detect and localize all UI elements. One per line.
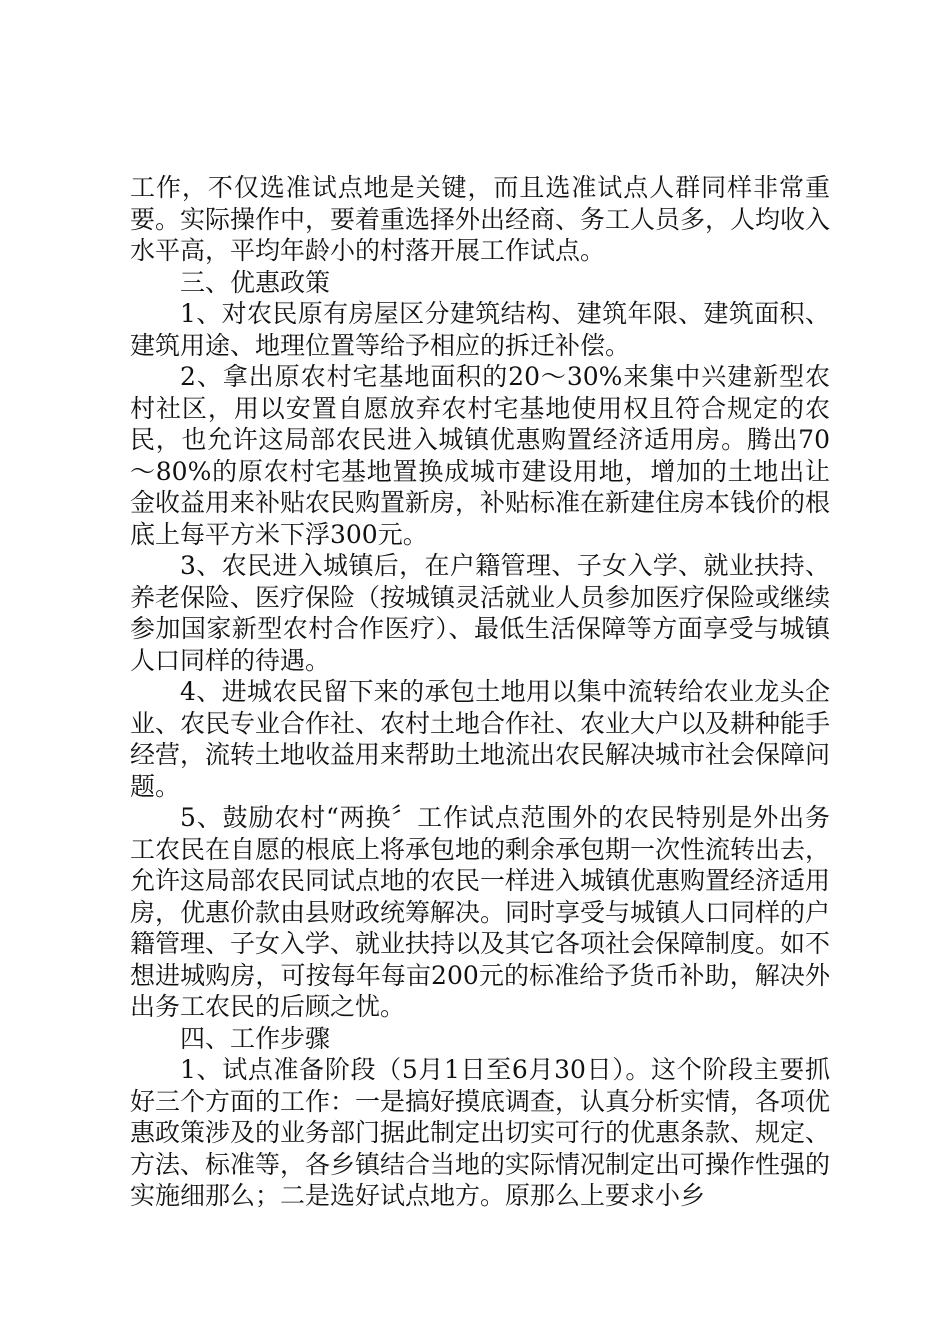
heading-work-steps: 四、工作步骤 bbox=[180, 1023, 331, 1053]
document-body bbox=[130, 172, 830, 1212]
work-step-1: 1、试点准备阶段（5月1日至6月30日）。这个阶段主要抓好三个方面的工作：一是搞好摸底调查，认真分析实情，各项优惠政策涉及的业务部门据此制定出切实可行的优惠条款、规定、方法、标准等，各乡镇结合当地的实际情况制定出可操作性强的实施细那么；二是选好试点地方。原那么上要求小乡 bbox=[130, 1055, 831, 1210]
policy-item-1: 1、对农民原有房屋区分建筑结构、建筑年限、建筑面积、建筑用途、地理位置等给予相应的拆迁补偿。 bbox=[130, 299, 830, 360]
policy-item-5: 5、鼓励农村“两换〞工作试点范围外的农民特别是外出务工农民在自愿的根底上将承包地的剩余承包期一次性流转出去，允许这局部农民同试点地的农民一样进入城镇优惠购置经济适用房，优惠价款由县财政统筹解决。同时享受与城镇人口同样的户籍管理、子女入学、就业扶持以及其它各项社会保障制度。如不想进城购房，可按每年每亩200元的标准给予货币补助，解决外出务工农民的后顾之忧。 bbox=[130, 803, 831, 1021]
heading-preferential-policies: 三、优惠政策 bbox=[180, 267, 331, 297]
paragraph-pilot-selection: 工作，不仅选准试点地是关键，而且选准试点人群同样非常重要。实际操作中，要着重选择外出经商、务工人员多，人均收入水平高，平均年龄小的村落开展工作试点。 bbox=[130, 173, 831, 265]
policy-item-2: 2、拿出原农村宅基地面积的20～30%来集中兴建新型农村社区，用以安置自愿放弃农村宅基地使用权且符合规定的农民，也允许这局部农民进入城镇优惠购置经济适用房。腾出70～80%的原农村宅基地置换成城市建设用地，增加的土地出让金收益用来补贴农民购置新房，补贴标准在新建住房本钱价的根底上每平方米下浮300元。 bbox=[130, 362, 831, 549]
policy-item-3: 3、农民进入城镇后，在户籍管理、子女入学、就业扶持、养老保险、医疗保险（按城镇灵活就业人员参加医疗保险或继续参加国家新型农村合作医疗）、最低生活保障等方面享受与城镇人口同样的待遇。 bbox=[130, 551, 831, 675]
policy-item-4: 4、进城农民留下来的承包土地用以集中流转给农业龙头企业、农民专业合作社、农村土地合作社、农业大户以及耕种能手经营，流转土地收益用来帮助土地流出农民解决城市社会保障问题。 bbox=[130, 677, 831, 801]
